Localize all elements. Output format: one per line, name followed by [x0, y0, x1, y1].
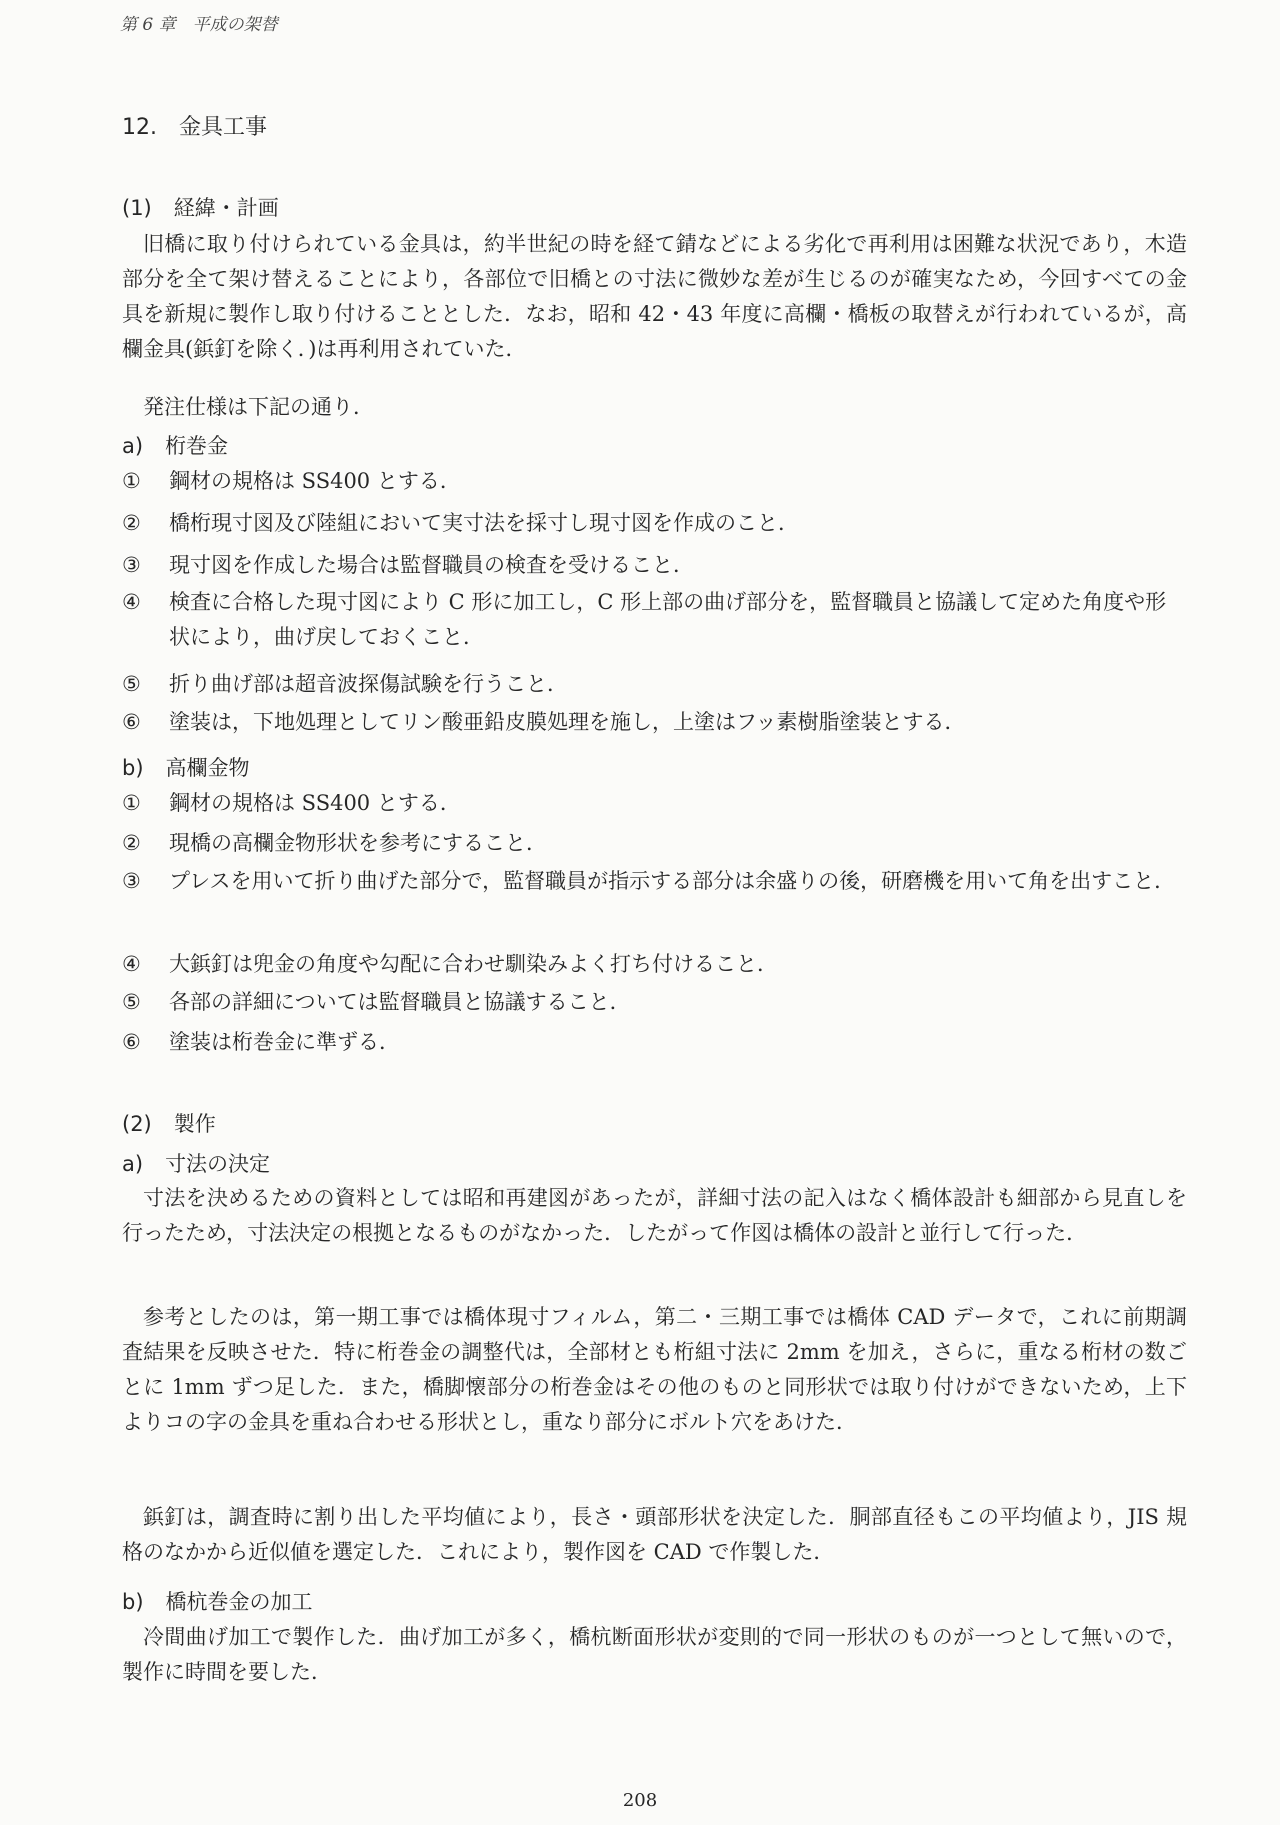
subsection-heading-1 [122, 192, 279, 222]
list-text: 橋桁現寸図及び陸組において実寸法を採寸し現寸図を作成のこと． [169, 511, 799, 535]
list-item [122, 506, 1187, 541]
list-marker: ② [122, 511, 141, 535]
list-item [122, 786, 1187, 821]
subsection-title: 経緯・計画 [173, 196, 279, 220]
list-text: 大鋲釘は兜金の角度や勾配に合わせ馴染みよく打ち付けること． [169, 952, 778, 976]
list-marker: ④ [122, 952, 141, 976]
list-item [122, 667, 1187, 702]
item-heading-a [122, 430, 228, 460]
list-marker: ⑥ [122, 1030, 141, 1054]
list-marker: ④ [122, 590, 141, 614]
paragraph-background: 旧橋に取り付けられている金具は，約半世紀の時を経て錆などによる劣化で再利用は困難な状況であり，木造部分を全て架け替えることにより，各部位で旧橋との寸法に微妙な差が生じるのが確実なため，今回すべての金具を新規に製作し取り付けることとした．なお，昭和 42・43 年度に高欄・橋板の取替えが行われているが，高欄金具(鋲釘を除く．)は再利用されていた． [122, 232, 1187, 361]
list-marker: ③ [122, 553, 141, 577]
list-item [122, 947, 1187, 982]
paragraph-dimensions-2: 参考としたのは，第一期工事では橋体現寸フィルム，第二・三期工事では橋体 CAD データで，これに前期調査結果を反映させた．特に桁巻金の調整代は，全部材とも桁組寸法に 2mm を加え，さらに，重なる桁材の数ごとに 1mm ずつ足した．また，橋脚懐部分の桁巻金はその他のものと同形状では取り付けができないため，上下よりコの字の金具を重ね合わせる形状とし，重なり部分にボルト穴をあけた． [122, 1305, 1187, 1434]
page-number: 208 [622, 1790, 658, 1811]
list-marker: ① [122, 469, 141, 493]
item-marker: a) [122, 1152, 144, 1176]
list-item [122, 548, 1187, 583]
list-item [122, 826, 1187, 861]
list-text: 検査に合格した現寸図により C 形に加工し，C 形上部の曲げ部分を，監督職員と協議して定めた角度や形状により，曲げ戻しておくこと． [169, 590, 1167, 649]
list-text: 現寸図を作成した場合は監督職員の検査を受けること． [169, 553, 694, 577]
list-marker: ① [122, 791, 141, 815]
list-marker: ⑤ [122, 672, 141, 696]
list-text: 折り曲げ部は超音波探傷試験を行うこと． [169, 672, 568, 696]
list-text: 各部の詳細については監督職員と協議すること． [169, 990, 631, 1014]
paragraph-pile-bands: 冷間曲げ加工で製作した．曲げ加工が多く，橋杭断面形状が変則的で同一形状のものが一つとして無いので，製作に時間を要した． [122, 1625, 1187, 1684]
subsection-number: (1) [122, 196, 152, 220]
section-title: 金具工事 [179, 115, 268, 140]
section-number: 12. [122, 115, 157, 140]
subsection-heading-2 [122, 1108, 216, 1138]
item-heading-b [122, 752, 250, 782]
list-item [122, 864, 1187, 899]
subsection-number: (2) [122, 1112, 152, 1136]
list-text: 塗装は桁巻金に準ずる． [169, 1030, 400, 1054]
item-title: 桁巻金 [165, 434, 229, 458]
paragraph-spec-intro: 発注仕様は下記の通り． [143, 395, 374, 419]
list-item [122, 985, 1187, 1020]
list-marker: ⑤ [122, 990, 141, 1014]
item-title: 寸法の決定 [165, 1152, 271, 1176]
list-text: プレスを用いて折り曲げた部分で，監督職員が指示する部分は余盛りの後，研磨機を用いて角を出すこと． [169, 869, 1176, 893]
list-item [122, 1025, 1187, 1060]
running-header: 第 6 章 平成の架替 [120, 15, 278, 35]
item-marker: b) [122, 1590, 144, 1614]
list-item [122, 705, 1187, 740]
paragraph-rivets: 鋲釘は，調査時に割り出した平均値により，長さ・頭部形状を決定した．胴部直径もこの平均値より，JIS 規格のなかから近似値を選定した．これにより，製作図を CAD で作製した． [122, 1505, 1187, 1564]
item-heading-pile-bands [122, 1586, 313, 1616]
subsection-title: 製作 [173, 1112, 216, 1136]
list-item [122, 464, 1187, 499]
list-text: 鋼材の規格は SS400 とする． [169, 791, 461, 815]
item-marker: a) [122, 434, 144, 458]
list-text: 塗装は，下地処理としてリン酸亜鉛皮膜処理を施し，上塗はフッ素樹脂塗装とする． [169, 710, 966, 734]
item-marker: b) [122, 756, 144, 780]
item-heading-dimensions [122, 1148, 270, 1178]
list-text: 鋼材の規格は SS400 とする． [169, 469, 461, 493]
item-title: 高欄金物 [165, 756, 250, 780]
item-title: 橋杭巻金の加工 [165, 1590, 313, 1614]
list-marker: ② [122, 831, 141, 855]
paragraph-dimensions-1: 寸法を決めるための資料としては昭和再建図があったが，詳細寸法の記入はなく橋体設計も細部から見直しを行ったため，寸法決定の根拠となるものがなかった．したがって作図は橋体の設計と並行して行った． [122, 1186, 1187, 1245]
list-item [122, 585, 1187, 655]
list-text: 現橋の高欄金物形状を参考にすること． [169, 831, 547, 855]
list-marker: ⑥ [122, 710, 141, 734]
section-heading [122, 110, 267, 141]
list-marker: ③ [122, 869, 141, 893]
